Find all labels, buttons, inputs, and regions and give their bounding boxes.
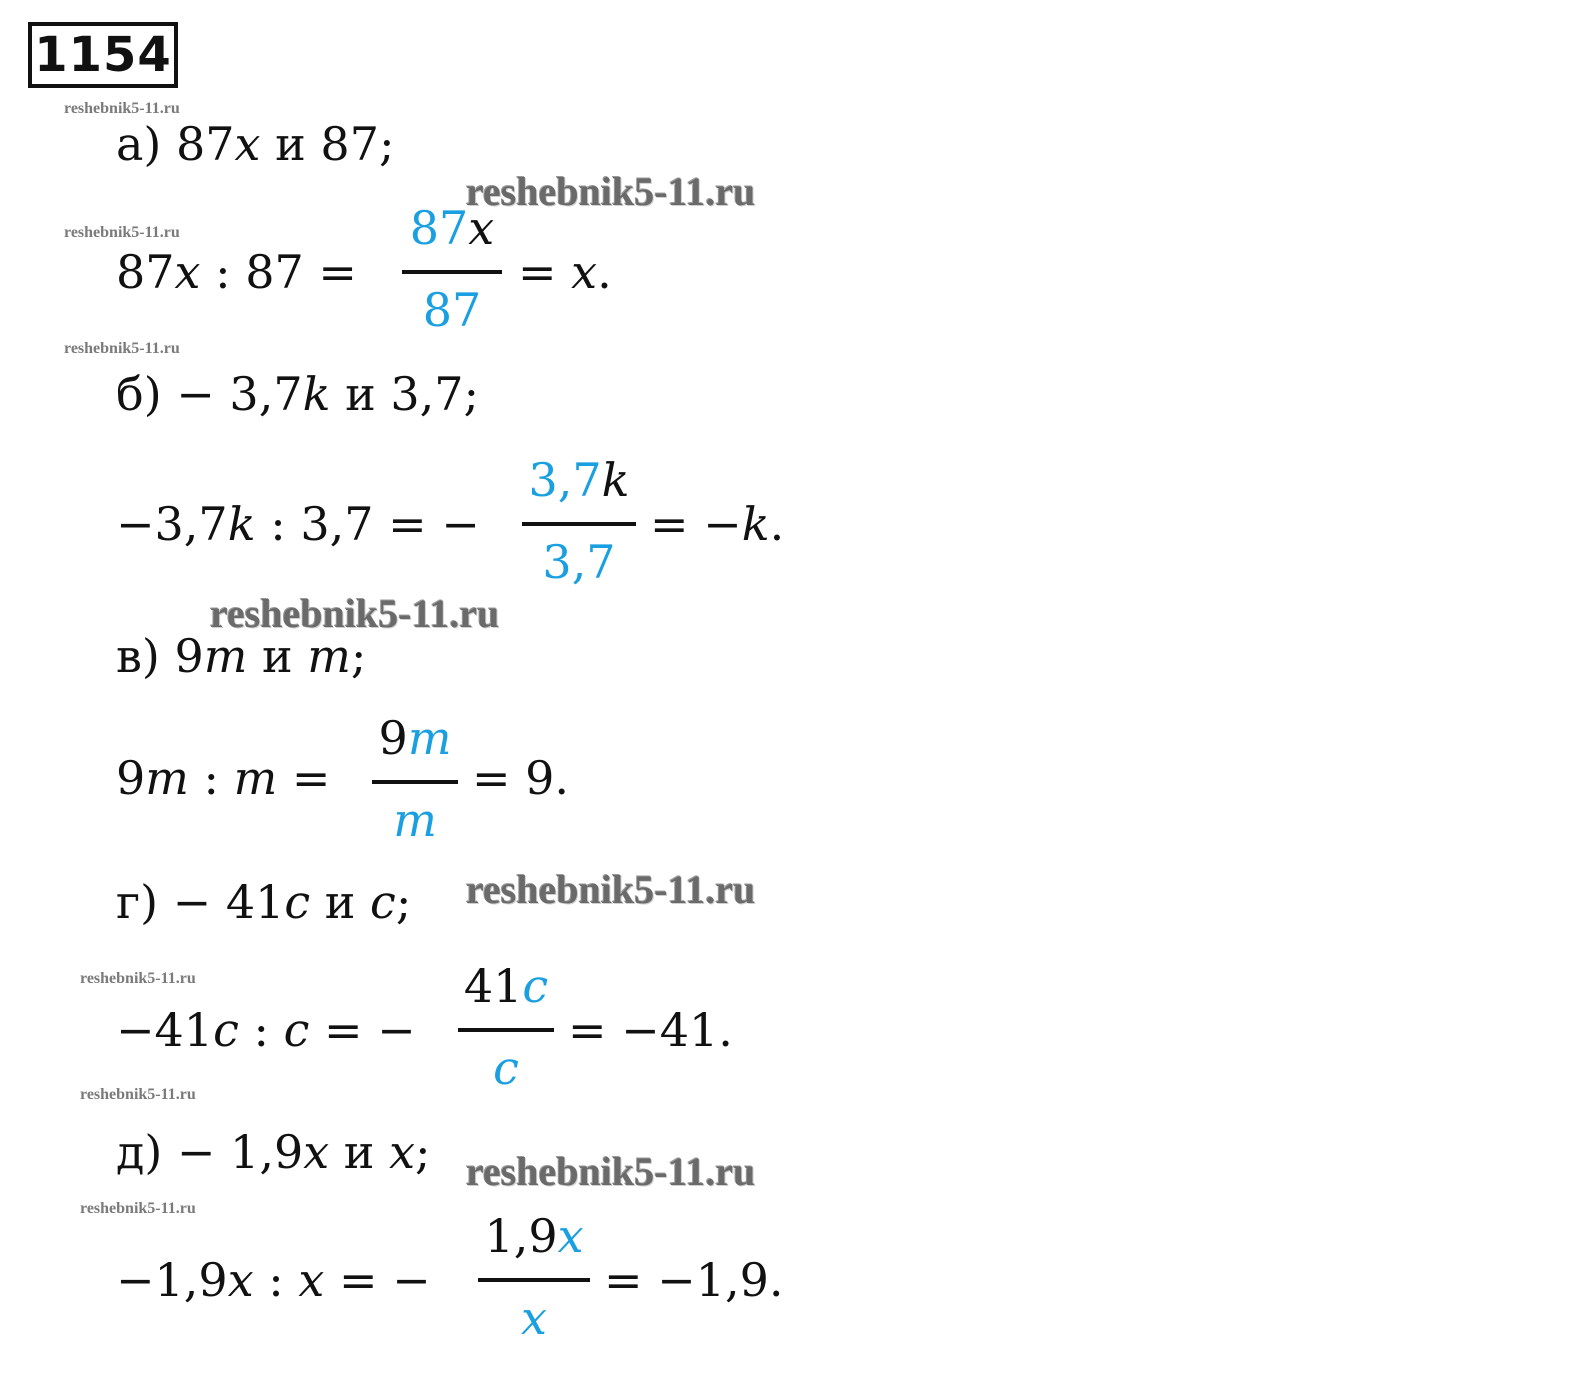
part-v-fraction: 9m m (372, 710, 458, 850)
part-a-fraction: 87x 87 (402, 200, 502, 340)
watermark-large: reshebnik5-11.ru (466, 169, 756, 214)
watermark-small: reshebnik5-11.ru (80, 970, 196, 987)
part-b-equation: −3,7k : 3,7 = − (116, 497, 480, 551)
part-d-given: д) − 1,9x и x; (116, 1125, 431, 1179)
watermark-small: reshebnik5-11.ru (80, 1086, 196, 1103)
watermark-small: reshebnik5-11.ru (80, 1200, 196, 1217)
part-v-result: = 9. (472, 751, 570, 805)
part-d-equation: −1,9x : x = − (116, 1253, 431, 1307)
part-v-equation: 9m : m = (116, 751, 331, 805)
part-b-result: = −k. (650, 497, 785, 551)
part-a-given: а) 87x и 87; (116, 117, 395, 171)
part-v-given: в) 9m и m; (116, 629, 367, 683)
part-a-equation: 87x : 87 = (116, 245, 357, 299)
watermark-small: reshebnik5-11.ru (64, 340, 180, 357)
part-g-equation: −41c : c = − (116, 1003, 416, 1057)
watermark-large: reshebnik5-11.ru (466, 867, 756, 912)
part-d-fraction: 1,9x x (478, 1208, 590, 1348)
part-g-given: г) − 41c и c; (116, 875, 412, 929)
watermark-large: reshebnik5-11.ru (466, 1149, 756, 1194)
part-g-fraction: 41c c (458, 958, 554, 1098)
exercise-number: 1154 (28, 22, 178, 88)
watermark-large: reshebnik5-11.ru (210, 591, 500, 636)
watermark-small: reshebnik5-11.ru (64, 224, 180, 241)
watermark-small: reshebnik5-11.ru (64, 100, 180, 117)
part-a-result: = x. (518, 245, 612, 299)
part-b-given: б) − 3,7k и 3,7; (116, 367, 480, 421)
part-b-fraction: 3,7k 3,7 (522, 452, 636, 592)
part-g-result: = −41. (568, 1003, 733, 1057)
part-d-result: = −1,9. (604, 1253, 784, 1307)
